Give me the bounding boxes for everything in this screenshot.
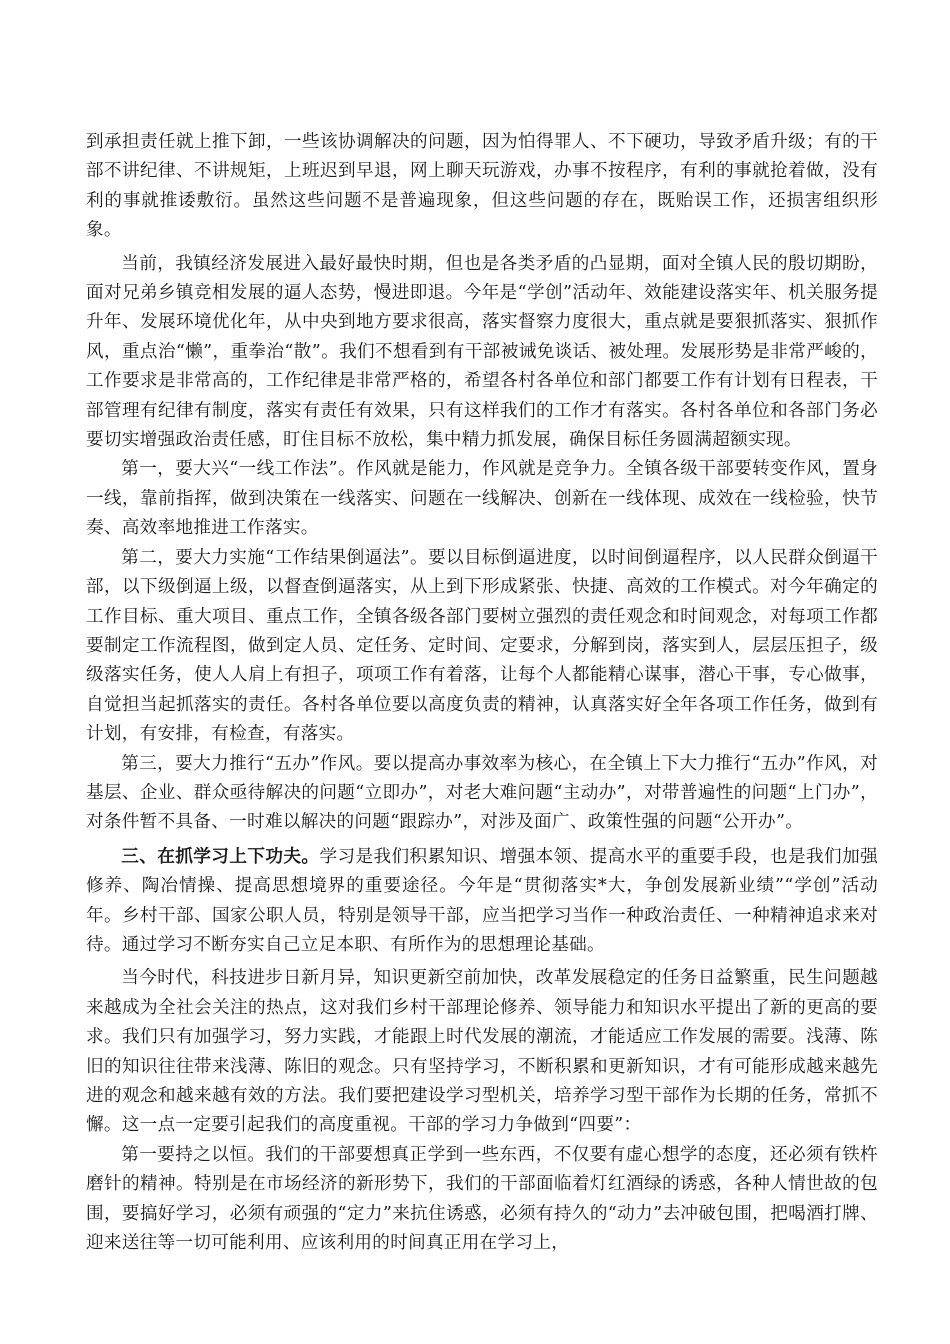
paragraph-3: 第一，要大兴“一线工作法”。作风就是能力，作风就是竞争力。全镇各级干部要转变作风，置身一线，靠前指挥，做到决策在一线落实、问题在一线解决、创新在一线体现、成效在一线检验，快节奏、高效率地推进工作落实。 xyxy=(86,459,878,539)
section-3-body: 学习是我们积累知识、增强本领、提高水平的重要手段，也是我们加强修养、陶冶情操、提高思想境界的重要途径。今年是“贯彻落实*大，争创发展新业绩”“学创”活动年。乡村干部、国家公职人员，特别是领导干部，应当把学习当作一种政治责任、一种精神追求来对待。通过学习不断夯实自己立足本职、有所作为的思想理论基础。 xyxy=(86,846,878,955)
paragraph-4: 第二，要大力实施“工作结果倒逼法”。要以目标倒逼进度，以时间倒逼程序，以人民群众倒逼干部，以下级倒逼上级，以督查倒逼落实，从上到下形成紧张、快捷、高效的工作模式。对今年确定的工作目标、重大项目、重点工作，全镇各级各部门要树立强烈的责任观念和时间观念，对每项工作都要制定工作流程图，做到定人员、定任务、定时间、定要求，分解到岗，落实到人，层层压担子，级级落实任务，使人人肩上有担子，项项工作有着落，让每个人都能精心谋事，潜心干事，专心做事，自觉担当起抓落实的责任。各村各单位要以高度负责的精神，认真落实好全年各项工作任务，做到有计划，有安排，有检查，有落实。 xyxy=(86,547,878,745)
paragraph-8: 第一要持之以恒。我们的干部要想真正学到一些东西，不仅要有虚心想学的态度，还必须有铁杵磨针的精神。特别是在市场经济的新形势下，我们的干部面临着灯红酒绿的诱惑，各种人情世故的包围，要搞好学习，必须有顽强的“定力”来抗住诱惑，必须有持久的“动力”去冲破包围，把喝酒打牌、迎来送往等一切可能利用、应该利用的时间真正用在学习上， xyxy=(86,1144,878,1254)
section-3-heading: 三、在抓学习上下功夫。 xyxy=(121,845,320,867)
section-3-paragraph xyxy=(86,842,878,961)
paragraph-7: 当今时代，科技进步日新月异，知识更新空前加快，改革发展稳定的任务日益繁重，民生问题越来越成为全社会关注的热点，这对我们乡村干部理论修养、领导能力和知识水平提出了新的更高的要求。我们只有加强学习，努力实践，才能跟上时代发展的潮流，才能适应工作发展的需要。浅薄、陈旧的知识往往带来浅薄、陈旧的观念。只有坚持学习，不断积累和更新知识，才有可能形成越来越先进的观念和越来越有效的方法。我们要把建设学习型机关，培养学习型干部作为长期的任务，常抓不懈。这一点一定要引起我们的高度重视。干部的学习力争做到“四要”： xyxy=(86,968,878,1136)
paragraph-1: 到承担责任就上推下卸，一些该协调解决的问题，因为怕得罪人、不下硬功，导致矛盾升级；有的干部不讲纪律、不讲规矩，上班迟到早退，网上聊天玩游戏，办事不按程序，有利的事就抢着做，没有利的事就推诿敷衍。虽然这些问题不是普遍现象，但这些问题的存在，既贻误工作，还损害组织形象。 xyxy=(86,132,878,241)
paragraph-2: 当前，我镇经济发展进入最好最快时期，但也是各类矛盾的凸显期，面对全镇人民的殷切期盼，面对兄弟乡镇竞相发展的逼人态势，慢进即退。今年是“学创”活动年、效能建设落实年、机关服务提升年、发展环境优化年，从中央到地方要求很高，落实督察力度很大，重点就是要狠抓落实、狠抓作风，重点治“懒”，重拳治“散”。我们不想看到有干部被诫免谈话、被处理。发展形势是非常严峻的，工作要求是非常高的，工作纪律是非常严格的，希望各村各单位和部门都要工作有计划有日程表，干部管理有纪律有制度，落实有责任有效果，只有这样我们的工作才有落实。各村各单位和各部门务必要切实增强政治责任感，盯住目标不放松，集中精力抓发展，确保目标任务圆满超额实现。 xyxy=(86,253,878,451)
document-page xyxy=(86,128,878,1258)
paragraph-5: 第三，要大力推行“五办”作风。要以提高办事效率为核心，在全镇上下大力推行“五办”作风，对基层、企业、群众亟待解决的问题“立即办”，对老大难问题“主动办”，对带普遍性的问题“上门办”，对条件暂不具备、一时难以解决的问题“跟踪办”，对涉及面广、政策性强的问题“公开办”。 xyxy=(86,753,878,833)
